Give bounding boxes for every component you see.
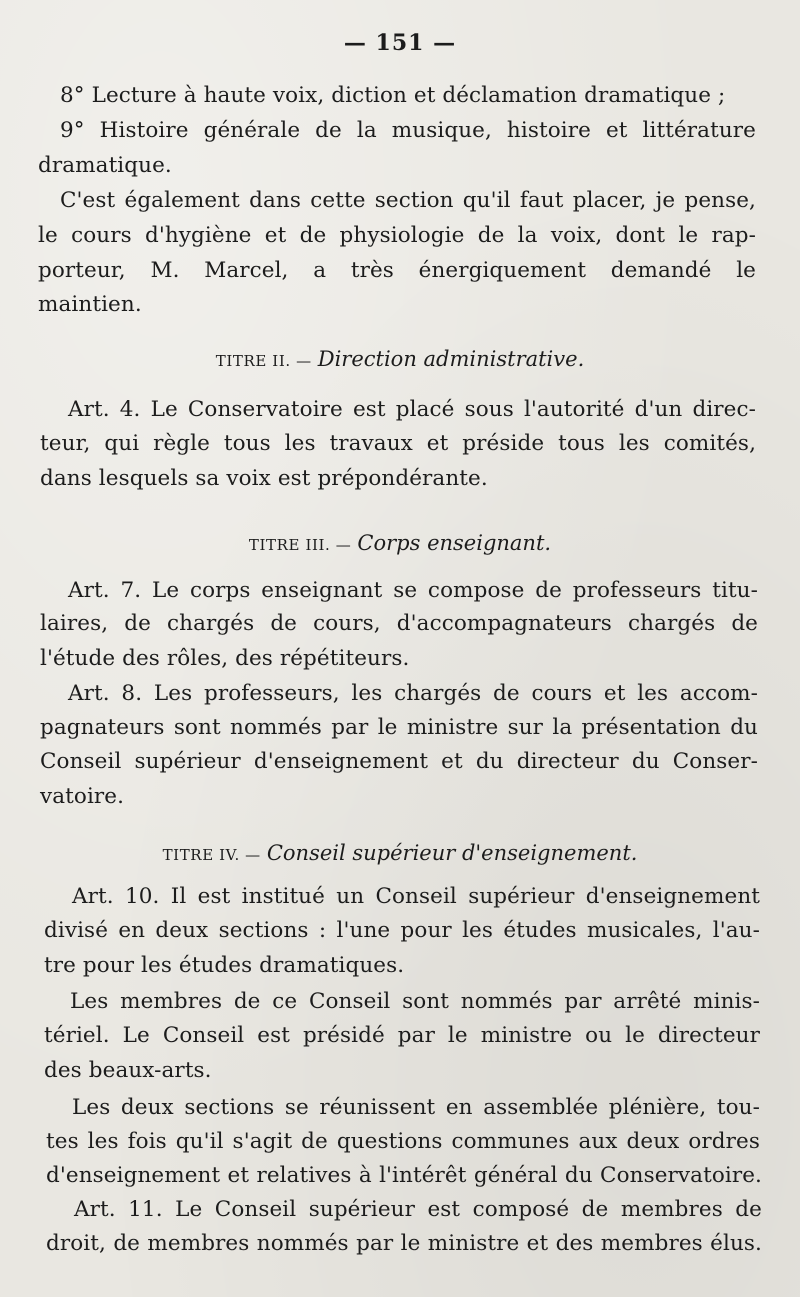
text-line: 8° Lecture à haute voix, diction et déclamation dramatique ; bbox=[60, 83, 726, 108]
text-line: Art. 4. Le Conservatoire est placé sous l'autorité d'un direc- bbox=[68, 397, 756, 422]
text-line: pagnateurs sont nommés par le ministre sur la présentation du bbox=[40, 715, 758, 740]
text-line: tre pour les études dramatiques. bbox=[44, 953, 405, 978]
text-line: tériel. Le Conseil est présidé par le ministre ou le directeur bbox=[44, 1023, 760, 1048]
text-line: dramatique. bbox=[38, 153, 172, 178]
text-line: d'enseignement et relatives à l'intérêt général du Conservatoire. bbox=[46, 1163, 762, 1188]
heading-label: TITRE II. — bbox=[215, 352, 312, 370]
text-line: l'étude des rôles, des répétiteurs. bbox=[40, 646, 410, 671]
text-line: Conseil supérieur d'enseignement et du directeur du Conser- bbox=[40, 749, 758, 774]
text-line: Les membres de ce Conseil sont nommés par arrêté minis- bbox=[70, 989, 760, 1014]
text-line: des beaux-arts. bbox=[44, 1058, 212, 1083]
text-line: le cours d'hygiène et de physiologie de la voix, dont le rap- bbox=[38, 223, 756, 248]
text-line: Art. 10. Il est institué un Conseil supérieur d'enseignement bbox=[72, 884, 760, 909]
text-line: C'est également dans cette section qu'il faut placer, je pense, bbox=[60, 188, 756, 213]
text-line: Les deux sections se réunissent en assemblée plénière, tou- bbox=[72, 1095, 760, 1120]
text-line: droit, de membres nommés par le ministre et des membres élus. bbox=[46, 1231, 762, 1256]
page-number: — 151 — bbox=[343, 30, 457, 56]
text-line: Art. 11. Le Conseil supérieur est composé de membres de bbox=[74, 1197, 762, 1222]
text-line: dans lesquels sa voix est prépondérante. bbox=[40, 466, 488, 491]
text-line: maintien. bbox=[38, 292, 142, 317]
section-heading-titre-2 bbox=[0, 346, 800, 374]
text-line: teur, qui règle tous les travaux et préside tous les comités, bbox=[40, 431, 756, 456]
text-line: vatoire. bbox=[40, 784, 125, 809]
text-line: laires, de chargés de cours, d'accompagnateurs chargés de bbox=[40, 611, 758, 636]
heading-label: TITRE III. — bbox=[248, 536, 352, 554]
text-line: 9° Histoire générale de la musique, histoire et littérature bbox=[60, 118, 756, 143]
text-line: divisé en deux sections : l'une pour les études musicales, l'au- bbox=[44, 918, 760, 943]
section-heading-titre-4 bbox=[0, 840, 800, 868]
heading-title: Direction administrative. bbox=[317, 347, 585, 371]
heading-title: Corps enseignant. bbox=[357, 531, 552, 555]
section-heading-titre-3 bbox=[0, 530, 800, 558]
text-line: tes les fois qu'il s'agit de questions communes aux deux ordres bbox=[46, 1129, 760, 1154]
text-line: Art. 7. Le corps enseignant se compose de professeurs titu- bbox=[68, 578, 758, 603]
heading-title: Conseil supérieur d'enseignement. bbox=[266, 841, 638, 865]
text-line: Art. 8. Les professeurs, les chargés de cours et les accom- bbox=[68, 681, 758, 706]
text-line: porteur, M. Marcel, a très énergiquement demandé le bbox=[38, 258, 756, 283]
heading-label: TITRE IV. — bbox=[162, 846, 261, 864]
